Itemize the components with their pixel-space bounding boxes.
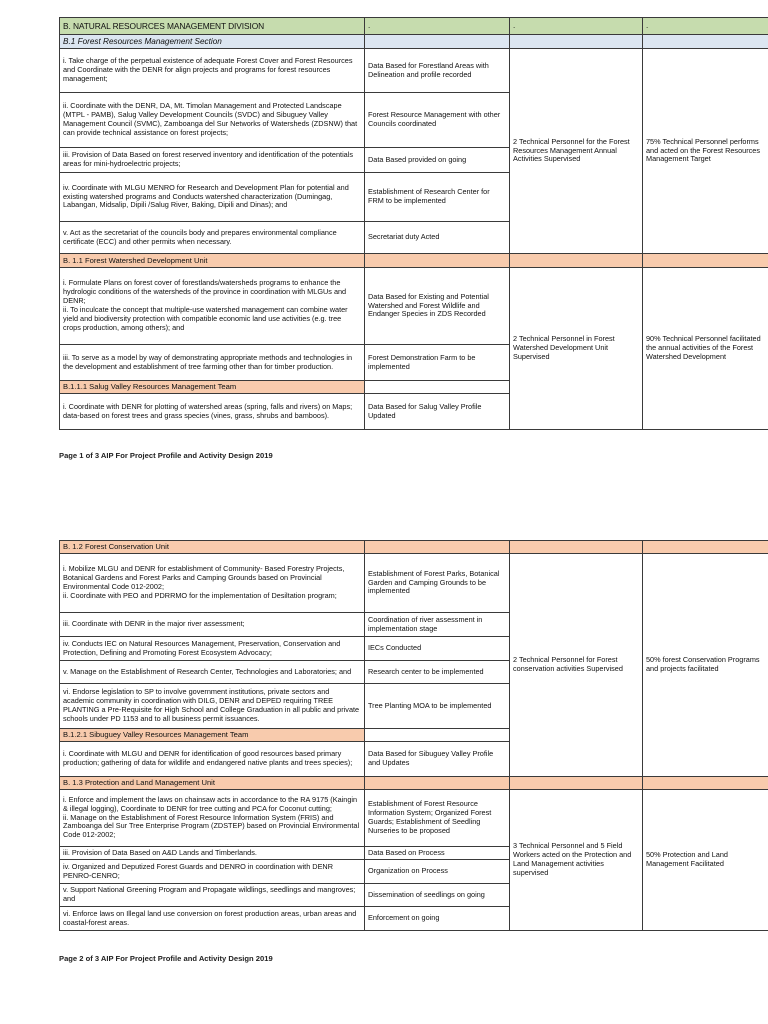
target-cell: 90% Technical Personnel facilitated the annual activities of the Forest Watershed Development [643, 268, 768, 430]
activity-cell: iii. Provision of Data Based on forest reserved inventory and identification of the potentials areas for mini-hydroelectric projects; [60, 148, 365, 173]
activity-cell: vi. Endorse legislation to SP to involve government institutions, private sectors and academic community in coordination with DILG, DENR and DEPED requiring TREE PLANTING a Pre-Requisite for High School and College Graduation in all public and private schools under PD 1153 and to all business permit issuances. [60, 684, 365, 729]
unit-header-row [60, 777, 768, 790]
division-header-dot: . [510, 18, 643, 35]
page1-table [59, 17, 768, 430]
output-cell: Data Based for Existing and Potential Watershed and Forest Wildlife and Endanger Species in ZDS Recorded [365, 268, 510, 345]
output-cell: Research center to be implemented [365, 661, 510, 684]
sibuguey-team-header: B.1.2.1 Sibuguey Valley Resources Management Team [60, 729, 365, 742]
protection-unit-header: B. 1.3 Protection and Land Management Unit [60, 777, 365, 790]
division-header: B. NATURAL RESOURCES MANAGEMENT DIVISION [60, 18, 365, 35]
page2-table [59, 540, 768, 931]
watershed-unit-header: B. 1.1 Forest Watershed Development Unit [60, 254, 365, 268]
table-row [60, 268, 768, 345]
division-header-row [60, 18, 768, 35]
personnel-cell: 2 Technical Personnel for Forest conservation activities Supervised [510, 554, 643, 777]
output-cell: Coordination of river assessment in implementation stage [365, 613, 510, 637]
output-cell: Tree Planting MOA to be implemented [365, 684, 510, 729]
output-cell: Dissemination of seedlings on going [365, 884, 510, 907]
output-cell: Enforcement on going [365, 907, 510, 931]
activity-cell: i. Enforce and implement the laws on chainsaw acts in accordance to the RA 9175 (Kaingin & illegal logging), Coordinate to DENR for tree cutting and PCA for Coconut cutting; ii. Manage on the Establishment of Forest Resource Information System (FRIS) and Zamboanga del Sur Tree Enterprise Program (ZDSTEP) based on Provincial Environmental Code 012-2002; [60, 790, 365, 847]
output-cell: Secretariat duty Acted [365, 222, 510, 254]
page-footer: Page 2 of 3 AIP For Project Profile and Activity Design 2019 [59, 954, 273, 963]
table-row [60, 49, 768, 93]
section-header-row [60, 35, 768, 49]
output-cell: Data Based for Salug Valley Profile Updated [365, 394, 510, 430]
activity-cell: v. Support National Greening Program and Propagate wildlings, seedlings and mangroves; and [60, 884, 365, 907]
section-header: B.1 Forest Resources Management Section [60, 35, 365, 49]
table-row [60, 554, 768, 613]
output-cell: Data Based provided on going [365, 148, 510, 173]
activity-cell: i. Coordinate with DENR for plotting of watershed areas (spring, falls and rivers) on Maps; data-based on forest trees and grass species (vines, grass, shrubs and bamboos). [60, 394, 365, 430]
conservation-unit-header: B. 1.2 Forest Conservation Unit [60, 541, 365, 554]
output-cell: IECs Conducted [365, 637, 510, 661]
activity-cell: i. Mobilize MLGU and DENR for establishment of Community- Based Forestry Projects, Botanical Gardens and Forest Parks and Camping Grounds based on Provincial Environmental Code 012-2002; ii. Coordinate with PEO and PDRRMO for the implementation of Desiltation program; [60, 554, 365, 613]
activity-cell: i. Take charge of the perpetual existence of adequate Forest Cover and Forest Resources and Coordinate with the DENR for align projects and programs for forest resources management; [60, 49, 365, 93]
output-cell: Establishment of Forest Resource Information System; Organized Forest Guards; Establishment of Seedling Nurseries to be proposed [365, 790, 510, 847]
output-cell: Forest Resource Management with other Councils coordinated [365, 93, 510, 148]
output-cell: Data Based for Forestland Areas with Delineation and profile recorded [365, 49, 510, 93]
page-footer: Page 1 of 3 AIP For Project Profile and Activity Design 2019 [59, 451, 273, 460]
output-cell: Forest Demonstration Farm to be implemented [365, 345, 510, 381]
unit-header-row [60, 254, 768, 268]
activity-cell: iv. Coordinate with MLGU MENRO for Research and Development Plan for potential and existing watershed programs and Conducts watershed characterization (Dumingag, Labangan, Midsalip, Dipili /Salug River, Baking, Dipili and Dinas); and [60, 173, 365, 222]
output-cell: Data Based for Sibuguey Valley Profile and Updates [365, 742, 510, 777]
target-cell: 50% forest Conservation Programs and projects facilitated [643, 554, 768, 777]
division-header-dot: . [643, 18, 768, 35]
activity-cell: ii. Coordinate with the DENR, DA, Mt. Timolan Management and Protected Landscape (MTPL - PAMB), Salug Valley Development Councils (SVDC) and Sibuguey Valley Management Council (SVMC), Zamboanga del Sur Networks of Watersheds (ZDSNW) that can provide technical assistance on forest projects; [60, 93, 365, 148]
table-row [60, 790, 768, 847]
activity-cell: iii. Coordinate with DENR in the major river assessment; [60, 613, 365, 637]
activity-cell: vi. Enforce laws on Illegal land use conversion on forest production areas, urban areas and coastal-forest areas. [60, 907, 365, 931]
activity-cell: iii. Provision of Data Based on A&D Lands and Timberlands. [60, 847, 365, 860]
unit-header-row [60, 541, 768, 554]
personnel-cell: 2 Technical Personnel in Forest Watershed Development Unit Supervised [510, 268, 643, 430]
activity-cell: iii. To serve as a model by way of demonstrating appropriate methods and technologies in the development and establishment of tree farming other than for timber production. [60, 345, 365, 381]
activity-cell: v. Manage on the Establishment of Research Center, Technologies and Laboratories; and [60, 661, 365, 684]
salug-team-header: B.1.1.1 Salug Valley Resources Management Team [60, 381, 365, 394]
personnel-cell: 2 Technical Personnel for the Forest Resources Management Annual Activities Supervised [510, 49, 643, 254]
personnel-cell: 3 Technical Personnel and 5 Field Workers acted on the Protection and Land Management activities supervised [510, 790, 643, 931]
division-header-dot: . [365, 18, 510, 35]
target-cell: 75% Technical Personnel performs and acted on the Forest Resources Management Target [643, 49, 768, 254]
output-cell: Data Based on Process [365, 847, 510, 860]
target-cell: 50% Protection and Land Management Facilitated [643, 790, 768, 931]
output-cell: Establishment of Forest Parks, Botanical Garden and Camping Grounds to be implemented [365, 554, 510, 613]
output-cell: Organization on Process [365, 860, 510, 884]
activity-cell: i. Coordinate with MLGU and DENR for identification of good resources based primary production; gathering of data for wildlife and endangered native plants and trees species); [60, 742, 365, 777]
output-cell: Establishment of Research Center for FRM to be implemented [365, 173, 510, 222]
activity-cell: i. Formulate Plans on forest cover of forestlands/watersheds programs to enhance the hydrologic conditions of the watersheds of the province in coordination with MLGUs and DENR; ii. To inculcate the concept that multiple-use watershed management can combine water yield and biodiversity protection with compatible economic land use activities (e.g. tree crops production, among others); and [60, 268, 365, 345]
activity-cell: iv. Conducts IEC on Natural Resources Management, Preservation, Conservation and Protection, Defining and Promoting Forest Ecosystem Advocacy; [60, 637, 365, 661]
activity-cell: v. Act as the secretariat of the councils body and prepares environmental compliance certificate (ECC) and other permits when necessary. [60, 222, 365, 254]
activity-cell: iv. Organized and Deputized Forest Guards and DENRO in coordination with DENR PENRO-CENRO; [60, 860, 365, 884]
